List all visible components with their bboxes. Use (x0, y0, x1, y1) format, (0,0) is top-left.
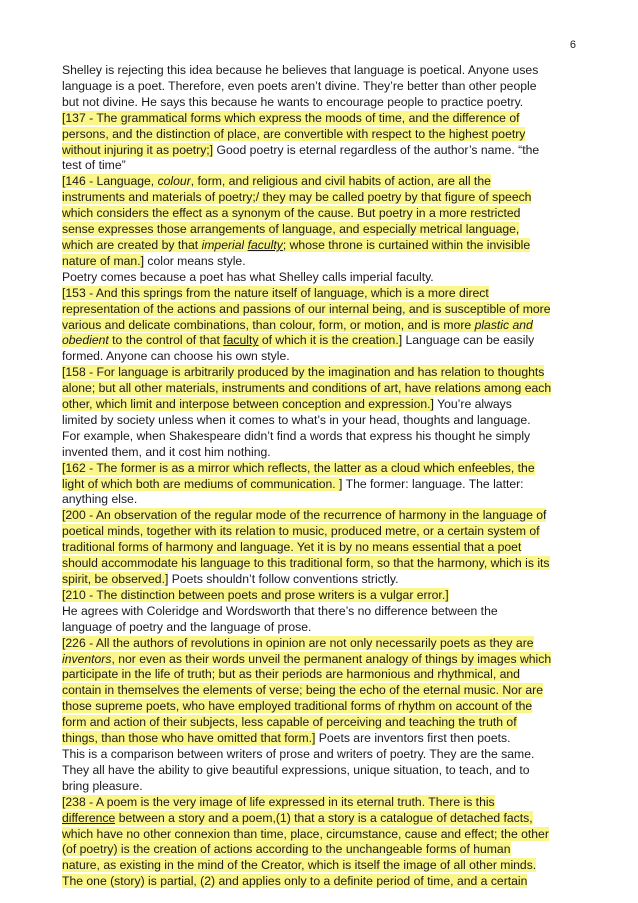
text-line (62, 699, 582, 715)
highlight-span: contain in themselves the elements of verse; being the echo of the eternal music. Nor are (62, 683, 543, 698)
highlighted-text: imperial (201, 237, 245, 252)
text-line (62, 254, 582, 270)
plain-span: language is a poet. Therefore, even poets aren’t divine. They’re better than other people (62, 78, 537, 93)
plain-span: Poets shouldn’t follow conventions strictly. (168, 572, 399, 586)
plain-span: bring pleasure. (62, 778, 143, 793)
highlight-span: , nor even as their words unveil the permanent analogy of things by images which (111, 651, 552, 666)
highlight-span: [238 - A poem is the very image of life expressed in its eternal truth. There is this (62, 794, 495, 809)
text-line (62, 858, 582, 874)
highlight-span: [210 - The distinction between poets and prose writers is a vulgar error.] (62, 587, 449, 602)
text-line (62, 429, 582, 445)
text-line (62, 779, 582, 795)
text-line (62, 636, 582, 652)
text-line (62, 381, 582, 397)
highlighted-text: difference (62, 810, 116, 825)
highlight-span: which have no other connexion than time, place, circumstance, cause and effect; the other (62, 826, 549, 841)
text-line (62, 572, 582, 588)
text-line (62, 111, 582, 127)
text-line (62, 190, 582, 206)
text-line (62, 874, 582, 890)
plain-span: limited by society unless when it comes to what’s in your head, thoughts and language. (62, 412, 531, 427)
plain-span: Language can be easily (402, 333, 535, 348)
text-line (62, 477, 582, 493)
text-line (62, 365, 582, 381)
highlight-span: form and action of their subjects, less capable of perceiving and teaching the truth of (62, 715, 517, 730)
highlighted-text: colour (157, 174, 191, 189)
text-line (62, 333, 582, 349)
highlight-span: without injuring it as poetry;] (62, 142, 214, 157)
highlighted-text: plastic and (474, 317, 533, 332)
highlight-span: participate in the life of truth; but as their periods are harmonious and rhythmical, and (62, 667, 520, 682)
text-line (62, 158, 582, 174)
highlight-span (248, 238, 283, 252)
highlight-span (475, 318, 533, 332)
highlight-span: those supreme poets, who have employed traditional forms of rhythm on account of the (62, 699, 533, 714)
text-line (62, 95, 582, 111)
highlight-span: persons, and the distinction of place, are convertible with respect to the highest poetry (62, 126, 526, 141)
highlight-span (202, 238, 245, 252)
highlight-span: spirit, be observed.] (62, 572, 169, 586)
text-line (62, 79, 582, 95)
plain-span: Shelley is rejecting this idea because he believes that language is poetical. Anyone uses (62, 63, 539, 77)
text-line (62, 620, 582, 636)
highlight-span: which considers the effect as a synonym of the cause. But poetry in a more restricted (62, 206, 521, 221)
highlight-span: various and delicate combinations, than colour, form, or motion, and is more (62, 317, 475, 332)
highlight-span: [137 - The grammatical forms which express the moods of time, and the difference of (62, 110, 520, 125)
plain-span: The former: language. The latter: (342, 476, 524, 491)
plain-span: Poets are inventors first then poets. (315, 731, 511, 746)
plain-span: For example, when Shakespeare didn’t find a words that express his thought he simply (62, 428, 531, 443)
text-line (62, 683, 582, 699)
highlight-span (223, 333, 258, 347)
highlight-span: light of which both are mediums of communication. ] (62, 476, 343, 491)
page-number: 6 (569, 39, 576, 51)
text-line (62, 715, 582, 731)
text-line (62, 174, 582, 190)
highlight-span: to the control of that (108, 333, 224, 348)
text-line (62, 795, 582, 811)
highlight-span: [162 - The former is as a mirror which reflects, the latter as a cloud which enfeebles, the (62, 460, 535, 475)
highlight-span: poetical minds, together with its relation to music, produced metre, or a certain system of (62, 524, 540, 539)
document-body (62, 63, 582, 890)
text-line (62, 238, 582, 254)
text-line (62, 302, 582, 318)
plain-span: Good poetry is eternal regardless of the author’s name. “the (213, 142, 540, 157)
highlight-span: nature, as existing in the mind of the Creator, which is itself the image of all other minds. (62, 858, 537, 873)
plain-span: This is a comparison between writers of prose and writers of poetry. They are the same. (62, 746, 535, 761)
highlight-span: [153 - And this springs from the nature itself of language, which is a more direct (62, 285, 489, 300)
highlight-span: [158 - For language is arbitrarily produced by the imagination and has relation to thoughts (62, 365, 545, 380)
highlight-span: things, than those who have omitted that form.] (62, 731, 316, 746)
highlight-span: nature of man.] (62, 253, 144, 268)
plain-span: test of time” (62, 158, 126, 173)
highlight-span: other, which limit and interpose between conception and expression.] (62, 397, 434, 412)
text-line (62, 747, 582, 763)
text-line (62, 556, 582, 572)
text-line (62, 524, 582, 540)
plain-span: formed. Anyone can choose his own style. (62, 349, 290, 364)
highlight-span (62, 333, 109, 347)
text-line (62, 811, 582, 827)
highlight-span: of which it is the creation.] (258, 333, 403, 348)
plain-span: color means style. (143, 253, 246, 268)
highlight-span (62, 652, 111, 666)
plain-span: but not divine. He says this because he wants to encourage people to practice poetry. (62, 94, 524, 109)
highlight-span: alone; but all other materials, instruments and conditions of art, have relations among each (62, 381, 552, 396)
highlight-span: representation of the actions and passions of our internal being, and is susceptible of more (62, 301, 551, 316)
text-line (62, 731, 582, 747)
highlight-span: between a story and a poem,(1) that a story is a catalogue of detached facts, (115, 810, 533, 825)
text-line (62, 588, 582, 604)
highlight-span: [146 - Language, (62, 174, 158, 189)
text-line (62, 127, 582, 143)
plain-span: You’re always (433, 397, 512, 412)
highlight-span: The one (story) is partial, (2) and applies only to a definite period of time, and a certain (62, 874, 528, 889)
text-line (62, 413, 582, 429)
plain-span: anything else. (62, 492, 138, 507)
highlight-span: (of poetry) is the creation of actions according to the unchangeable forms of human (62, 842, 511, 857)
text-line (62, 318, 582, 334)
highlight-span (158, 174, 191, 188)
highlight-span: , form, and religious and civil habits of action, are all the (190, 174, 491, 189)
highlight-span: which are created by that (62, 237, 202, 252)
highlighted-text: inventors (62, 651, 112, 666)
highlight-span: ; whose throne is curtained within the invisible (282, 237, 531, 252)
text-line (62, 604, 582, 620)
text-line (62, 763, 582, 779)
highlight-span: [200 - An observation of the regular mode of the recurrence of harmony in the language of (62, 508, 547, 523)
highlight-span: [226 - All the authors of revolutions in opinion are not only necessarily poets as they are (62, 635, 534, 650)
plain-span: Poetry comes because a poet has what Shelley calls imperial faculty. (62, 269, 434, 284)
highlighted-text: faculty (247, 237, 283, 252)
text-line (62, 461, 582, 477)
text-line (62, 63, 582, 79)
text-line (62, 540, 582, 556)
text-line (62, 492, 582, 508)
plain-span: language of poetry and the language of prose. (62, 619, 312, 634)
text-line (62, 143, 582, 159)
highlighted-text: faculty (223, 333, 259, 348)
text-line (62, 652, 582, 668)
highlight-span (62, 811, 115, 825)
plain-span: They all have the ability to give beautiful expressions, unique situation, to teach, and to (62, 762, 530, 777)
text-line (62, 349, 582, 365)
highlight-span: traditional forms of harmony and language. Yet it is by no means essential that a poet (62, 540, 522, 555)
plain-span: He agrees with Coleridge and Wordsworth that there’s no difference between the (62, 603, 498, 618)
text-line (62, 508, 582, 524)
text-line (62, 286, 582, 302)
text-line (62, 222, 582, 238)
highlight-span: should accommodate his language to this traditional form, so that the harmony, which is its (62, 556, 550, 571)
highlight-span: sense expresses those arrangements of language, and especially metrical language, (62, 222, 520, 237)
text-line (62, 270, 582, 286)
highlighted-text: obedient (62, 333, 109, 348)
plain-span: invented them, and it cost him nothing. (62, 444, 271, 459)
text-line (62, 445, 582, 461)
highlight-span: instruments and materials of poetry;/ they may be called poetry by that figure of speech (62, 190, 532, 205)
text-line (62, 206, 582, 222)
text-line (62, 667, 582, 683)
text-line (62, 827, 582, 843)
text-line (62, 397, 582, 413)
text-line (62, 842, 582, 858)
